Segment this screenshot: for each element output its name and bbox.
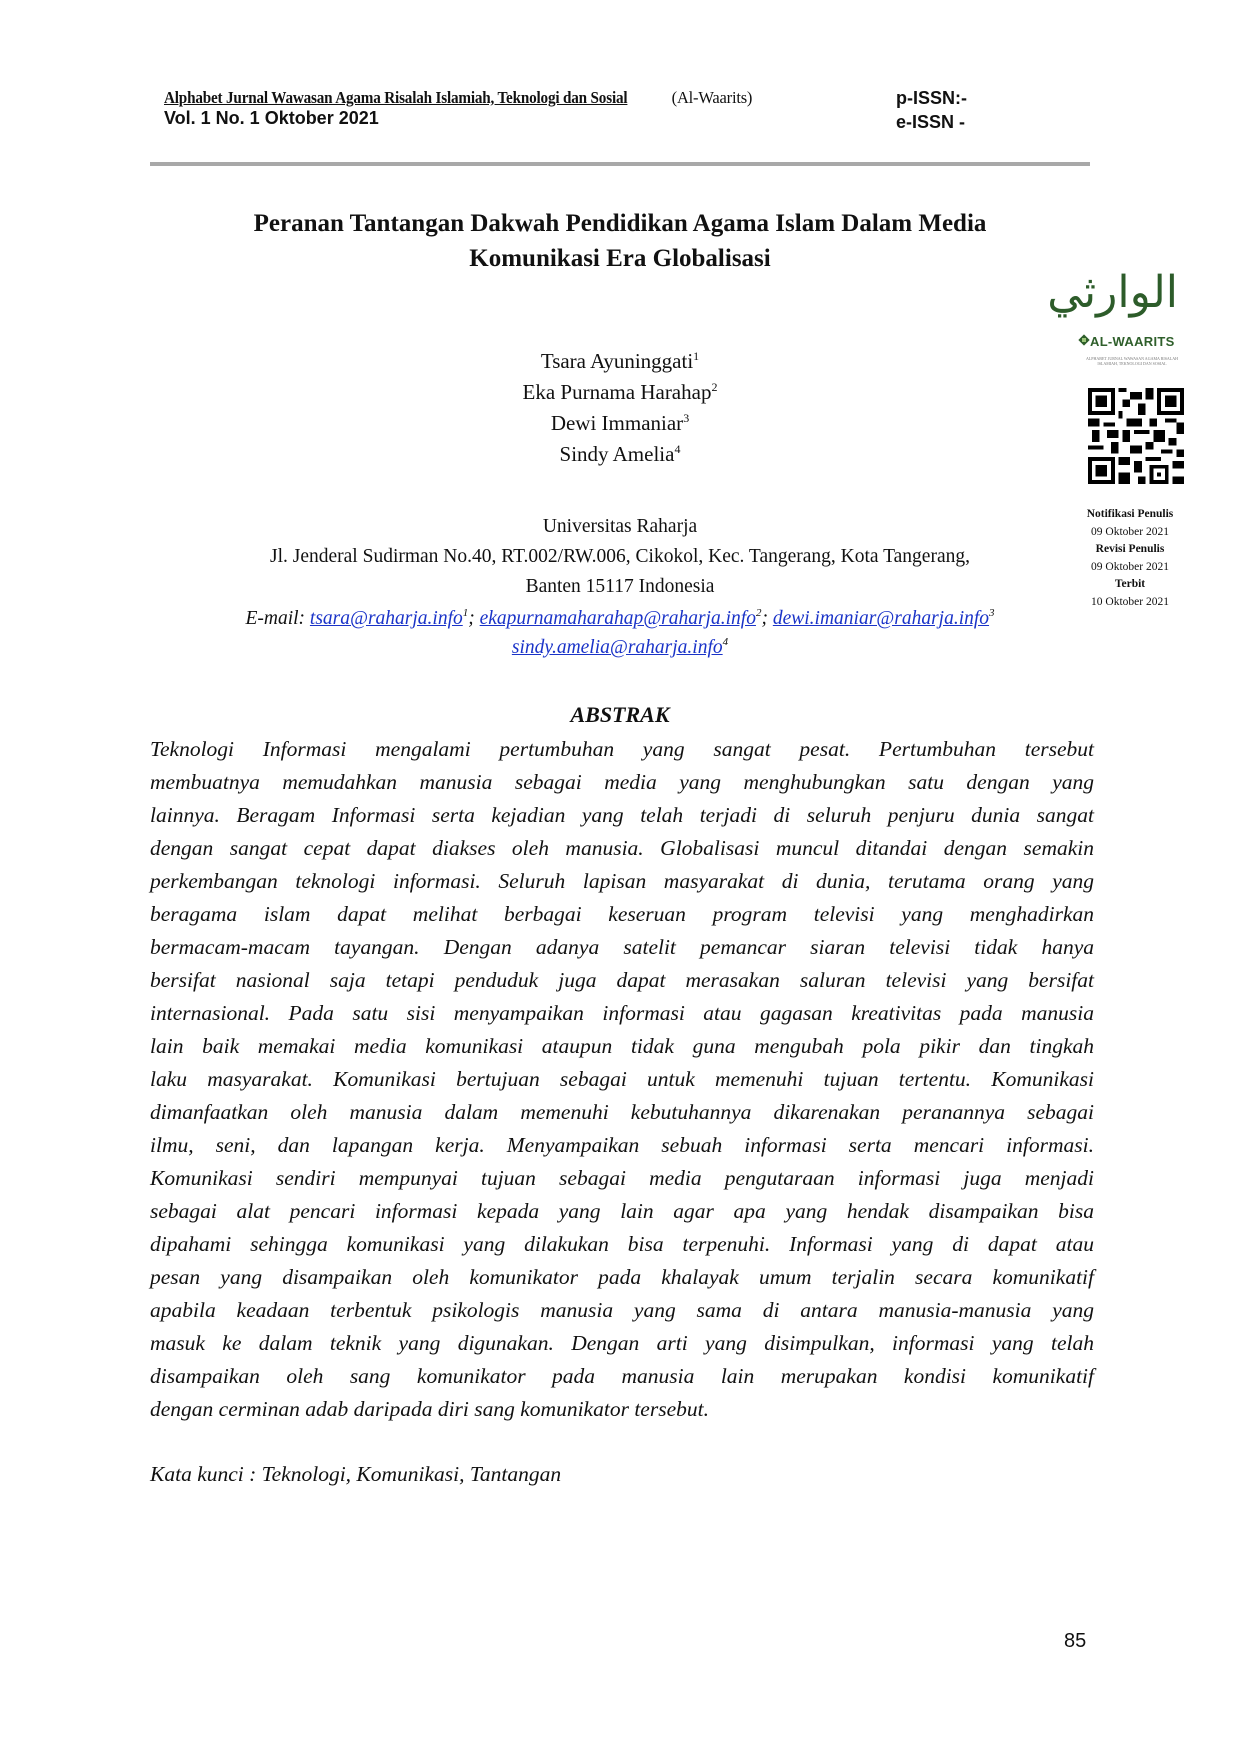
author-name: Dewi Immaniar (550, 411, 684, 435)
abstract-line: disampaikan oleh sang komunikator pada manusia lain merupakan kondisi komunikatif (150, 1364, 1094, 1388)
abstract-line: pesan yang disampaikan oleh komunikator pada khalayak umum terjalin secara komunikatif (150, 1265, 1094, 1289)
revision-label: Revisi Penulis (1095, 543, 1165, 555)
email-sup: 1 (462, 607, 469, 619)
title-line-1: Peranan Tantangan Dakwah Pendidikan Agama Islam Dalam Media (253, 210, 987, 237)
published-date: 10 Oktober 2021 (1091, 595, 1169, 608)
author (270, 408, 970, 439)
journal-header (164, 88, 752, 108)
abstract-line: Teknologi Informasi mengalami pertumbuhan yang sangat pesat. Pertumbuhan tersebut (150, 737, 1094, 761)
email-line-2 (100, 633, 1140, 662)
email-line-1 (100, 604, 1140, 633)
abstract-body (150, 733, 1094, 1426)
affiliation (120, 512, 1120, 602)
email-sup: 3 (989, 607, 995, 619)
author-list (270, 346, 970, 470)
publication-dates (1060, 506, 1200, 611)
author (270, 377, 970, 408)
address-line-1: Jl. Jenderal Sudirman No.40, RT.002/RW.006, Cikokol, Kec. Tangerang, Kota Tangerang, (270, 546, 970, 567)
abstract-line: laku masyarakat. Komunikasi bertujuan sebagai untuk memenuhi tujuan tertentu. Komunikasi (150, 1067, 1094, 1091)
paper-title (120, 206, 1120, 276)
email-link[interactable]: ekapurnamaharahap@raharja.info (479, 608, 756, 629)
abstract-line: masuk ke dalam teknik yang digunakan. Dengan arti yang disimpulkan, informasi yang telah (150, 1331, 1094, 1355)
address-line-2: Banten 15117 Indonesia (525, 576, 715, 597)
page-number: 85 (1064, 1630, 1087, 1652)
abstract-line: internasional. Pada satu sisi menyampaikan informasi atau gagasan kreativitas pada manusia (150, 1001, 1094, 1025)
author-name: Sindy Amelia (559, 442, 675, 466)
institution: Universitas Raharja (542, 516, 698, 537)
keywords: Kata kunci : Teknologi, Komunikasi, Tantangan (150, 1462, 562, 1486)
abstract-line: bersifat nasional saja tetapi penduduk juga dapat merasakan saluran televisi yang bersifat (150, 968, 1094, 992)
email-block (100, 604, 1140, 662)
abstract-line: dipahami sehingga komunikasi yang dilakukan bisa terpenuhi. Informasi yang di dapat atau (150, 1232, 1094, 1256)
abstract-line: apabila keadaan terbentuk psikologis manusia yang sama di antara manusia-manusia yang (150, 1298, 1094, 1322)
revision-date: 09 Oktober 2021 (1091, 560, 1169, 573)
email-separator: ; (468, 608, 480, 629)
email-separator: ; (761, 608, 773, 629)
abstract-line: membuatnya memudahkan manusia sebagai media yang menghubungkan satu dengan yang (150, 770, 1094, 794)
title-line-2: Komunikasi Era Globalisasi (469, 245, 771, 272)
notification-label: Notifikasi Penulis (1086, 508, 1174, 520)
abstract-line: beragama islam dapat melihat berbagai keseruan program televisi yang menghadirkan (150, 902, 1094, 926)
journal-abbrev: (Al-Waarits) (671, 88, 753, 107)
qr-code-icon[interactable] (1088, 388, 1184, 484)
abstract-line: bermacam-macam tayangan. Dengan adanya satelit pemancar siaran televisi tidak hanya (150, 935, 1094, 959)
author (270, 346, 970, 377)
abstract-line: ilmu, seni, dan lapangan kerja. Menyampaikan sebuah informasi serta mencari informasi. (150, 1133, 1094, 1157)
author-affil-sup: 3 (683, 411, 690, 425)
journal-name: Alphabet Jurnal Wawasan Agama Risalah Islamiah, Teknologi dan Sosial (164, 88, 628, 107)
abstract-line: sebagai alat pencari informasi kepada yang lain agar apa yang hendak disampaikan bisa (150, 1199, 1094, 1223)
abstract-line: perkembangan teknologi informasi. Seluruh lapisan masyarakat di dunia, terutama orang yang (150, 869, 1094, 893)
header-divider (150, 162, 1090, 166)
author (270, 439, 970, 470)
issn-block (896, 86, 967, 134)
author-name: Tsara Ayuninggati (540, 349, 694, 373)
abstract-line: dimanfaatkan oleh manusia dalam memenuhi kebutuhannya dikarenakan peranannya sebagai (150, 1100, 1094, 1124)
e-issn: e-ISSN - (896, 112, 966, 132)
email-label: E-mail: (245, 608, 310, 629)
email-sup: 2 (755, 607, 762, 619)
abstract-line: lain baik memakai media komunikasi ataupun tidak guna mengubah pola pikir dan tingkah (150, 1034, 1094, 1058)
email-link[interactable]: tsara@raharja.info (309, 608, 463, 629)
p-issn: p-ISSN:- (896, 88, 967, 108)
author-affil-sup: 4 (674, 442, 681, 456)
notification-date: 09 Oktober 2021 (1091, 525, 1169, 538)
abstract-line: Komunikasi sendiri mempunyai tujuan sebagai media pengutaraan informasi juga menjadi (150, 1166, 1094, 1190)
email-link[interactable]: dewi.imaniar@raharja.info (772, 608, 990, 629)
abstract-heading: ABSTRAK (570, 702, 670, 727)
published-label: Terbit (1114, 578, 1146, 590)
email-link[interactable]: sindy.amelia@raharja.info (511, 637, 723, 658)
abstract-line: dengan sangat cepat dapat diakses oleh manusia. Globalisasi muncul ditandai dengan semakin (150, 836, 1094, 860)
volume-info: Vol. 1 No. 1 Oktober 2021 (164, 108, 379, 128)
author-name: Eka Purnama Harahap (522, 380, 712, 404)
email-sup: 4 (722, 636, 729, 648)
journal-logo-name: AL-WAARITS (1090, 334, 1175, 349)
abstract-line: dengan cerminan adab daripada diri sang komunikator tersebut. (150, 1397, 709, 1421)
journal-logo-arabic: الوارثي (1047, 267, 1178, 318)
author-affil-sup: 2 (711, 380, 718, 394)
journal-logo-subtitle: ALPHABET JURNAL WAWASAN AGAMA RISALAH ISLAMIAH, TEKNOLOGI DAN SOSIAL (1085, 356, 1179, 366)
author-affil-sup: 1 (693, 349, 700, 363)
abstract-line: lainnya. Beragam Informasi serta kejadian yang telah terjadi di seluruh penjuru dunia sangat (150, 803, 1094, 827)
